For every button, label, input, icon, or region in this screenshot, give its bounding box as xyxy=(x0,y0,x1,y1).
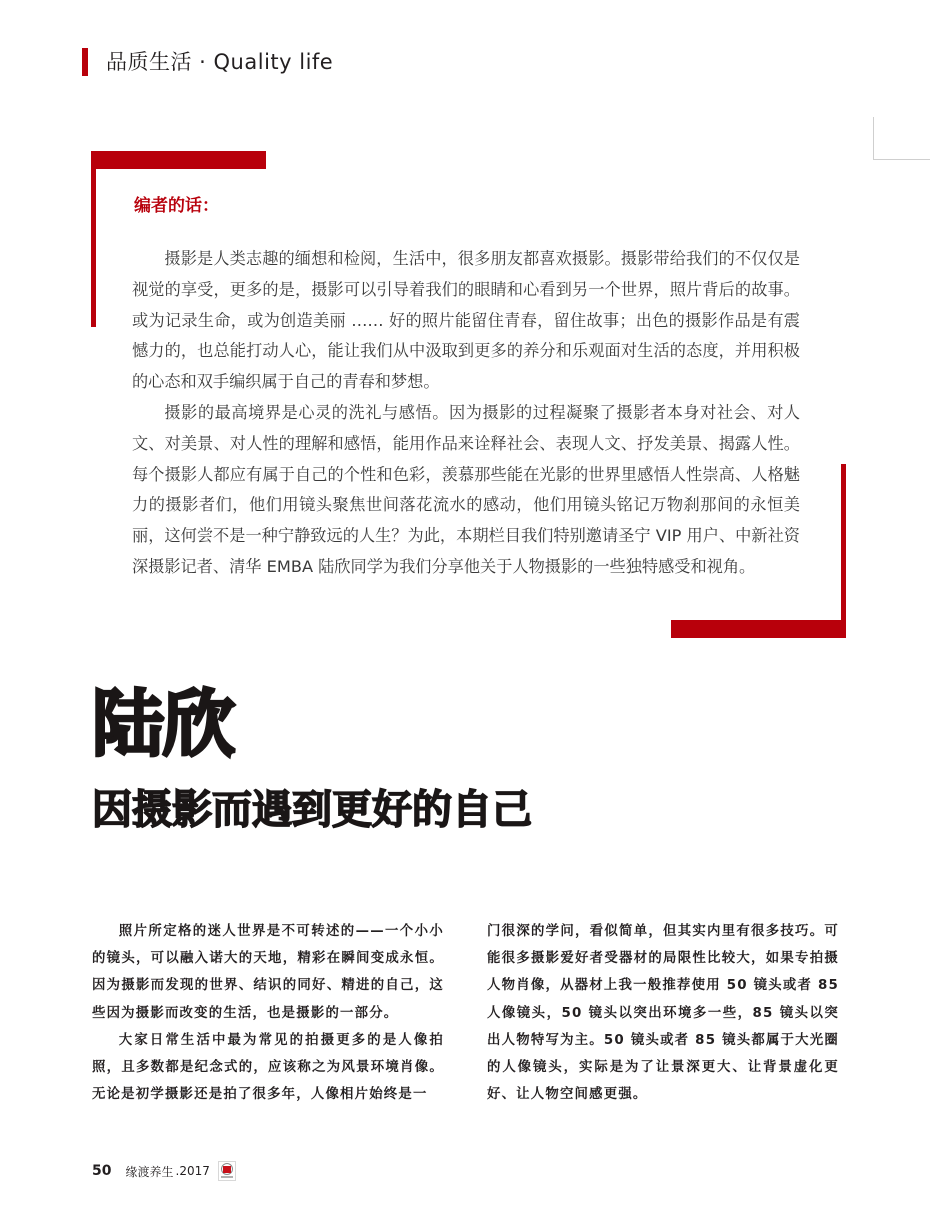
article-paragraph: 门很深的学问，看似简单，但其实内里有很多技巧。可能很多摄影爱好者受器材的局限性比较大，如果专拍摄人物肖像，从器材上我一般推荐使用 50 镜头或者 85 人像镜头，50 镜头以突出环境多一些，85 镜头以突出人物特写为主。50 镜头或者 85 镜头都属于大光圈的人像镜头，实际是为了让景深更大、让背景虚化更好、让人物空间感更强。 xyxy=(487,924,839,1103)
article-column-left xyxy=(92,918,444,1108)
frame-top-horizontal-bar xyxy=(91,151,266,169)
frame-bottom-vertical-bar xyxy=(841,464,846,638)
editor-note-paragraph: 摄影是人类志趣的缅想和检阅，生活中，很多朋友都喜欢摄影。摄影带给我们的不仅仅是视觉的享受，更多的是，摄影可以引导着我们的眼睛和心看到另一个世界，照片背后的故事。或为记录生命，或为创造美丽 …… 好的照片能留住青春，留住故事；出色的摄影作品是有震憾力的，也总能打动人心，能让我们从中汲取到更多的养分和乐观面对生活的态度，并用积极的心态和双手编织属于自己的青春和梦想。 xyxy=(132,249,800,392)
magazine-year: .2017 xyxy=(175,1164,210,1178)
page-footer xyxy=(92,1160,236,1182)
magazine-name: 缘渡养生 xyxy=(125,1164,174,1179)
crop-mark xyxy=(873,117,930,160)
article-paragraph: 照片所定格的迷人世界是不可转述的——一个小小的镜头，可以融入诺大的天地，精彩在瞬间变成永恒。因为摄影而发现的世界、结识的同好、精进的自己，这些因为摄影而改变的生活，也是摄影的一部分。 xyxy=(92,924,444,1021)
section-title: 品质生活 · Quality life xyxy=(106,50,334,74)
headline-name: 陆欣 xyxy=(92,682,235,766)
editor-note-paragraph: 摄影的最高境界是心灵的洗礼与感悟。因为摄影的过程凝聚了摄影者本身对社会、对人文、对美景、对人性的理解和感悟，能用作品来诠释社会、表现人文、抒发美景、揭露人性。每个摄影人都应有属于自己的个性和色彩，羡慕那些能在光影的世界里感悟人性崇高、人格魅力的摄影者们，他们用镜头聚焦世间落花流水的感动，他们用镜头铭记万物刹那间的永恒美丽，这何尝不是一种宁静致远的人生？为此，本期栏目我们特别邀请圣宁 VIP 用户、中新社资深摄影记者、清华 EMBA 陆欣同学为我们分享他关于人物摄影的一些独特感受和视角。 xyxy=(132,402,800,576)
editor-note-label: 编者的话： xyxy=(134,196,219,216)
section-accent-bar xyxy=(82,48,88,76)
frame-bottom-horizontal-bar xyxy=(671,620,846,638)
frame-top-vertical-bar xyxy=(91,151,96,327)
page-number: 50 xyxy=(92,1163,112,1179)
article-paragraph: 大家日常生活中最为常见的拍摄更多的是人像拍照，且多数都是纪念式的，应该称之为风景环境肖像。无论是初学摄影还是拍了很多年，人像相片始终是一 xyxy=(92,1032,444,1103)
editor-note-body xyxy=(132,244,800,583)
article-column-right xyxy=(487,918,839,1108)
magazine-logo-icon xyxy=(218,1161,236,1181)
headline-subtitle: 因摄影而遇到更好的自己 xyxy=(92,787,532,833)
